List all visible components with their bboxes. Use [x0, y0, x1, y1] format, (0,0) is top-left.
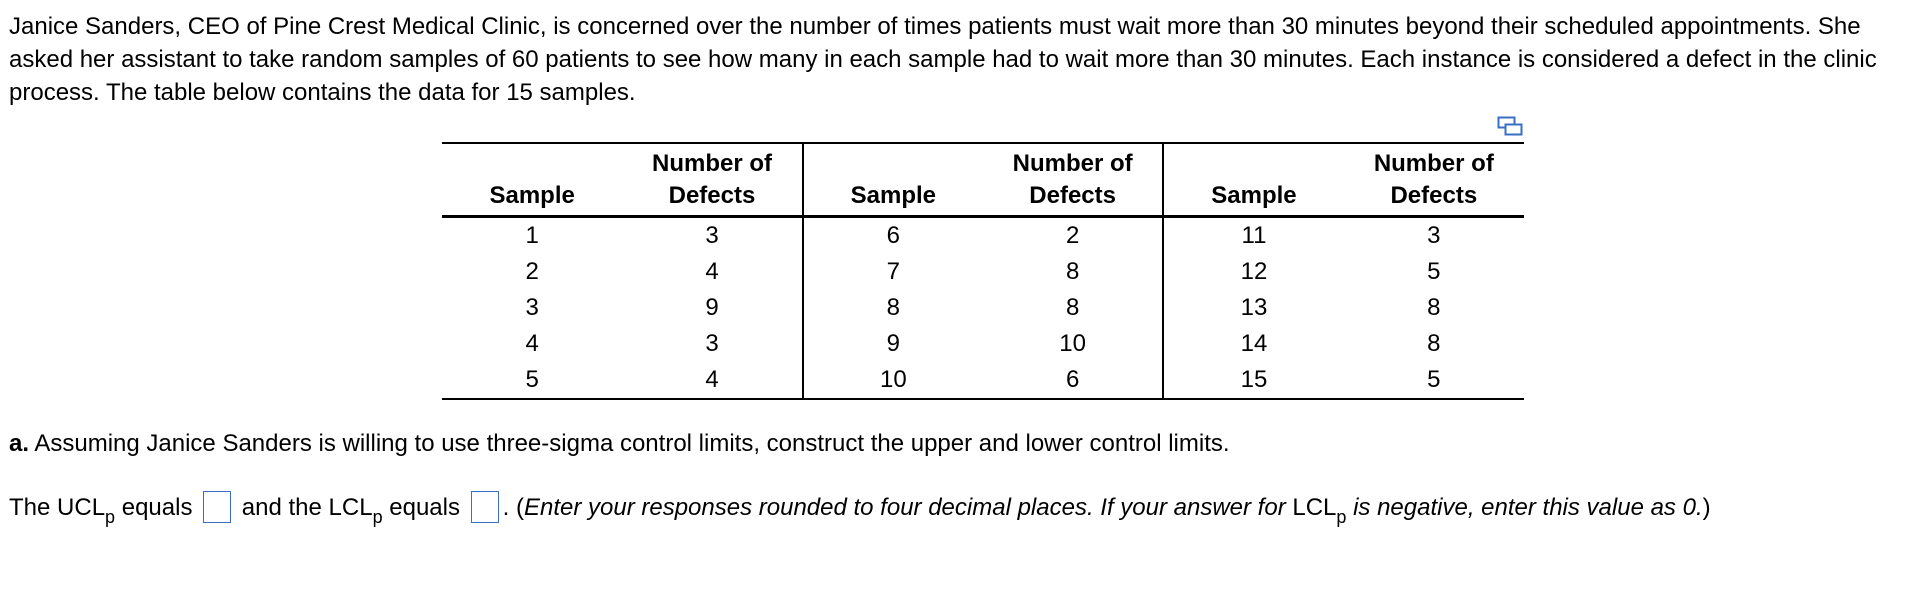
table-cell: 6: [983, 362, 1163, 399]
copy-table-icon[interactable]: [1497, 116, 1523, 138]
subscript: p: [1336, 507, 1347, 527]
table-cell: 15: [1163, 362, 1343, 399]
ucl-input[interactable]: [203, 491, 231, 523]
answer-text: . (: [502, 494, 524, 521]
answer-text: equals: [382, 494, 467, 521]
table-cell: 13: [1240, 294, 1268, 321]
table-cell: 1: [525, 222, 539, 249]
table-cell: 3: [1427, 222, 1441, 249]
table-cell: 8: [983, 254, 1163, 290]
table-cell: 8: [1427, 330, 1441, 357]
table-cell: 12: [1240, 258, 1268, 285]
header-defects-2: Number of Defects: [983, 143, 1163, 217]
table-cell: 3: [622, 326, 802, 362]
header-sample-1: Sample: [442, 143, 622, 217]
question-text: Assuming Janice Sanders is willing to use three-sigma control limits, construct the upper and lower control limits.: [29, 430, 1230, 457]
table-cell: 5: [1344, 362, 1524, 399]
table-row: [442, 290, 1524, 326]
header-defects-3: Number of Defects: [1344, 143, 1524, 217]
table-cell: 2: [525, 258, 539, 285]
answer-instructions: [523, 494, 1703, 527]
question-label: a.: [9, 430, 30, 457]
header-defects-1: Number of Defects: [622, 143, 802, 217]
answer-text: The UCL: [9, 494, 106, 521]
answer-text: equals: [115, 494, 200, 521]
note-text: is negative, enter this value as 0.: [1346, 494, 1703, 521]
problem-statement: Janice Sanders, CEO of Pine Crest Medical Clinic, is concerned over the number of times patients must wait more than 30 minutes beyond their scheduled appointments. She asked her assistant to take random samples of 60 patients to see how many in each sample had to wait more than 30 minutes. Each instance is considered a defect in the clinic process. The table below contains the data for 15 samples.: [9, 13, 1877, 106]
table-cell: 4: [622, 362, 802, 399]
subscript: p: [105, 507, 116, 527]
defects-data-table: [442, 142, 1524, 400]
question-a: [9, 428, 1230, 460]
table-cell: 8: [1427, 294, 1441, 321]
table-cell: 14: [1240, 330, 1268, 357]
table-row: [442, 326, 1524, 362]
table-cell: 10: [803, 362, 983, 399]
answer-text: ): [1702, 494, 1711, 521]
answer-line: [9, 492, 1711, 525]
table-cell: 3: [622, 217, 802, 255]
note-text: Enter your responses rounded to four decimal places. If your answer for: [523, 494, 1293, 521]
table-cell: 6: [886, 222, 900, 249]
header-sample-3: Sample: [1163, 143, 1343, 217]
table-cell: 9: [886, 330, 900, 357]
table-cell: 7: [886, 258, 900, 285]
lcl-input[interactable]: [471, 491, 499, 523]
table-cell: 9: [622, 290, 802, 326]
table-cell: 8: [886, 294, 900, 321]
table-cell: 11: [1241, 222, 1267, 249]
table-row: [442, 362, 1524, 399]
table-cell: 4: [622, 254, 802, 290]
table-cell: 5: [442, 362, 622, 399]
table-cell: 5: [1427, 258, 1441, 285]
table-cell: 4: [525, 330, 539, 357]
subscript: p: [372, 507, 383, 527]
table-cell: 10: [983, 326, 1163, 362]
answer-text: and the LCL: [235, 494, 373, 521]
header-sample-2: Sample: [803, 143, 983, 217]
table-cell: 3: [525, 294, 539, 321]
note-lcl-text: LCL: [1292, 494, 1337, 521]
table-row: [442, 254, 1524, 290]
table-row: [442, 217, 1524, 255]
table-header-row: [442, 143, 1524, 217]
table-cell: 2: [983, 217, 1163, 255]
table-cell: 8: [983, 290, 1163, 326]
